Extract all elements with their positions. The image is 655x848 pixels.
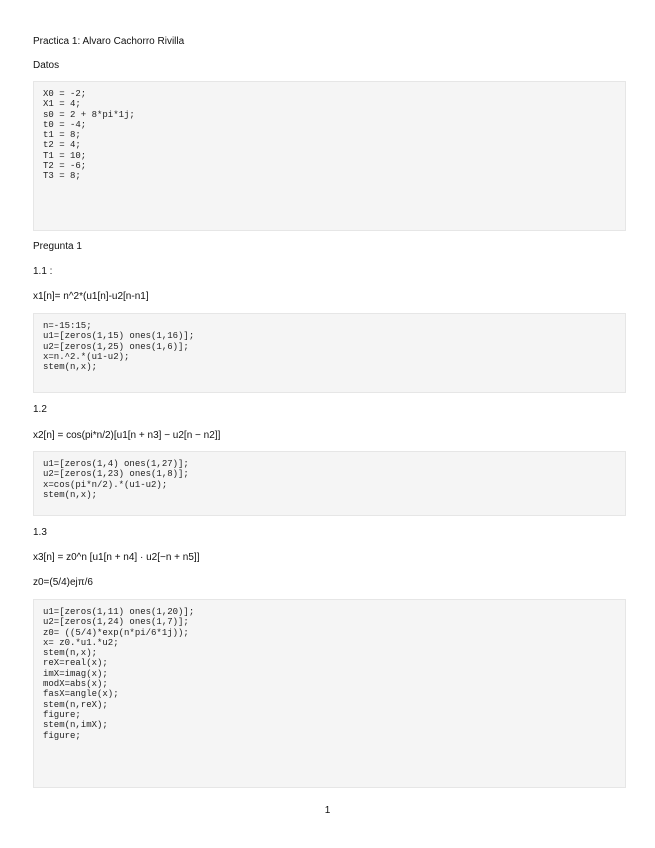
code-line: reX=real(x); — [43, 658, 108, 669]
code-line: stem(n,imX); — [43, 720, 108, 731]
section-1-3-z0: z0=(5/4)ejπ/6 — [33, 577, 93, 588]
code-line: u1=[zeros(1,11) ones(1,20)]; — [43, 607, 195, 617]
section-1-2-code-block — [33, 451, 626, 516]
document-title: Practica 1: Alvaro Cachorro Rivilla — [33, 36, 185, 47]
code-line: u2=[zeros(1,23) ones(1,8)]; — [43, 469, 189, 480]
code-line: stem(n,x); — [43, 362, 98, 373]
section-1-1-code-block — [33, 313, 626, 393]
code-line: stem(n,x); — [43, 648, 98, 659]
code-line: n=-15:15; — [43, 321, 92, 331]
code-line: u2=[zeros(1,24) ones(1,7)]; — [43, 617, 189, 628]
code-line: T2 = -6; — [43, 161, 87, 172]
section-1-3-label: 1.3 — [33, 527, 47, 538]
code-line: t1 = 8; — [43, 130, 81, 141]
code-line: x=cos(pi*n/2).*(u1-u2); — [43, 479, 168, 490]
code-line: t0 = -4; — [43, 119, 87, 130]
section-1-1-label: 1.1 : — [33, 266, 53, 277]
code-line: modX=abs(x); — [43, 679, 108, 690]
datos-heading: Datos — [33, 60, 60, 71]
code-line: stem(n,reX); — [43, 699, 108, 710]
code-line: fasX=angle(x); — [43, 689, 119, 700]
code-line: t2 = 4; — [43, 140, 81, 151]
code-line: stem(n,x); — [43, 489, 98, 500]
code-line: X1 = 4; — [43, 99, 81, 110]
code-line: figure; — [43, 730, 81, 741]
code-line: u1=[zeros(1,4) ones(1,27)]; — [43, 459, 189, 469]
section-1-2-formula: x2[n] = cos(pi*n/2)[u1[n + n3] − u2[n − n2]] — [33, 430, 221, 441]
section-1-3-code-block — [33, 599, 626, 788]
code-line: T3 = 8; — [43, 171, 81, 182]
code-line: u2=[zeros(1,25) ones(1,6)]; — [43, 341, 189, 352]
code-line: figure; — [43, 709, 81, 720]
code-line: u1=[zeros(1,15) ones(1,16)]; — [43, 331, 195, 342]
section-1-1-formula: x1[n]= n^2*(u1[n]-u2[n-n1] — [33, 291, 149, 302]
code-line: T1 = 10; — [43, 150, 87, 161]
code-line: x=n.^2.*(u1-u2); — [43, 351, 130, 362]
pregunta-heading: Pregunta 1 — [33, 241, 82, 252]
datos-code-block — [33, 81, 626, 231]
page-number: 1 — [324, 805, 331, 816]
code-line: s0 = 2 + 8*pi*1j; — [43, 109, 135, 120]
code-line: x= z0.*u1.*u2; — [43, 637, 119, 648]
section-1-3-formula: x3[n] = z0^n [u1[n + n4] · u2[−n + n5]] — [33, 552, 200, 563]
code-line: z0= ((5/4)*exp(n*pi/6*1j)); — [43, 627, 189, 638]
section-1-2-label: 1.2 — [33, 404, 47, 415]
code-line: imX=imag(x); — [43, 668, 108, 679]
code-line: X0 = -2; — [43, 89, 87, 99]
